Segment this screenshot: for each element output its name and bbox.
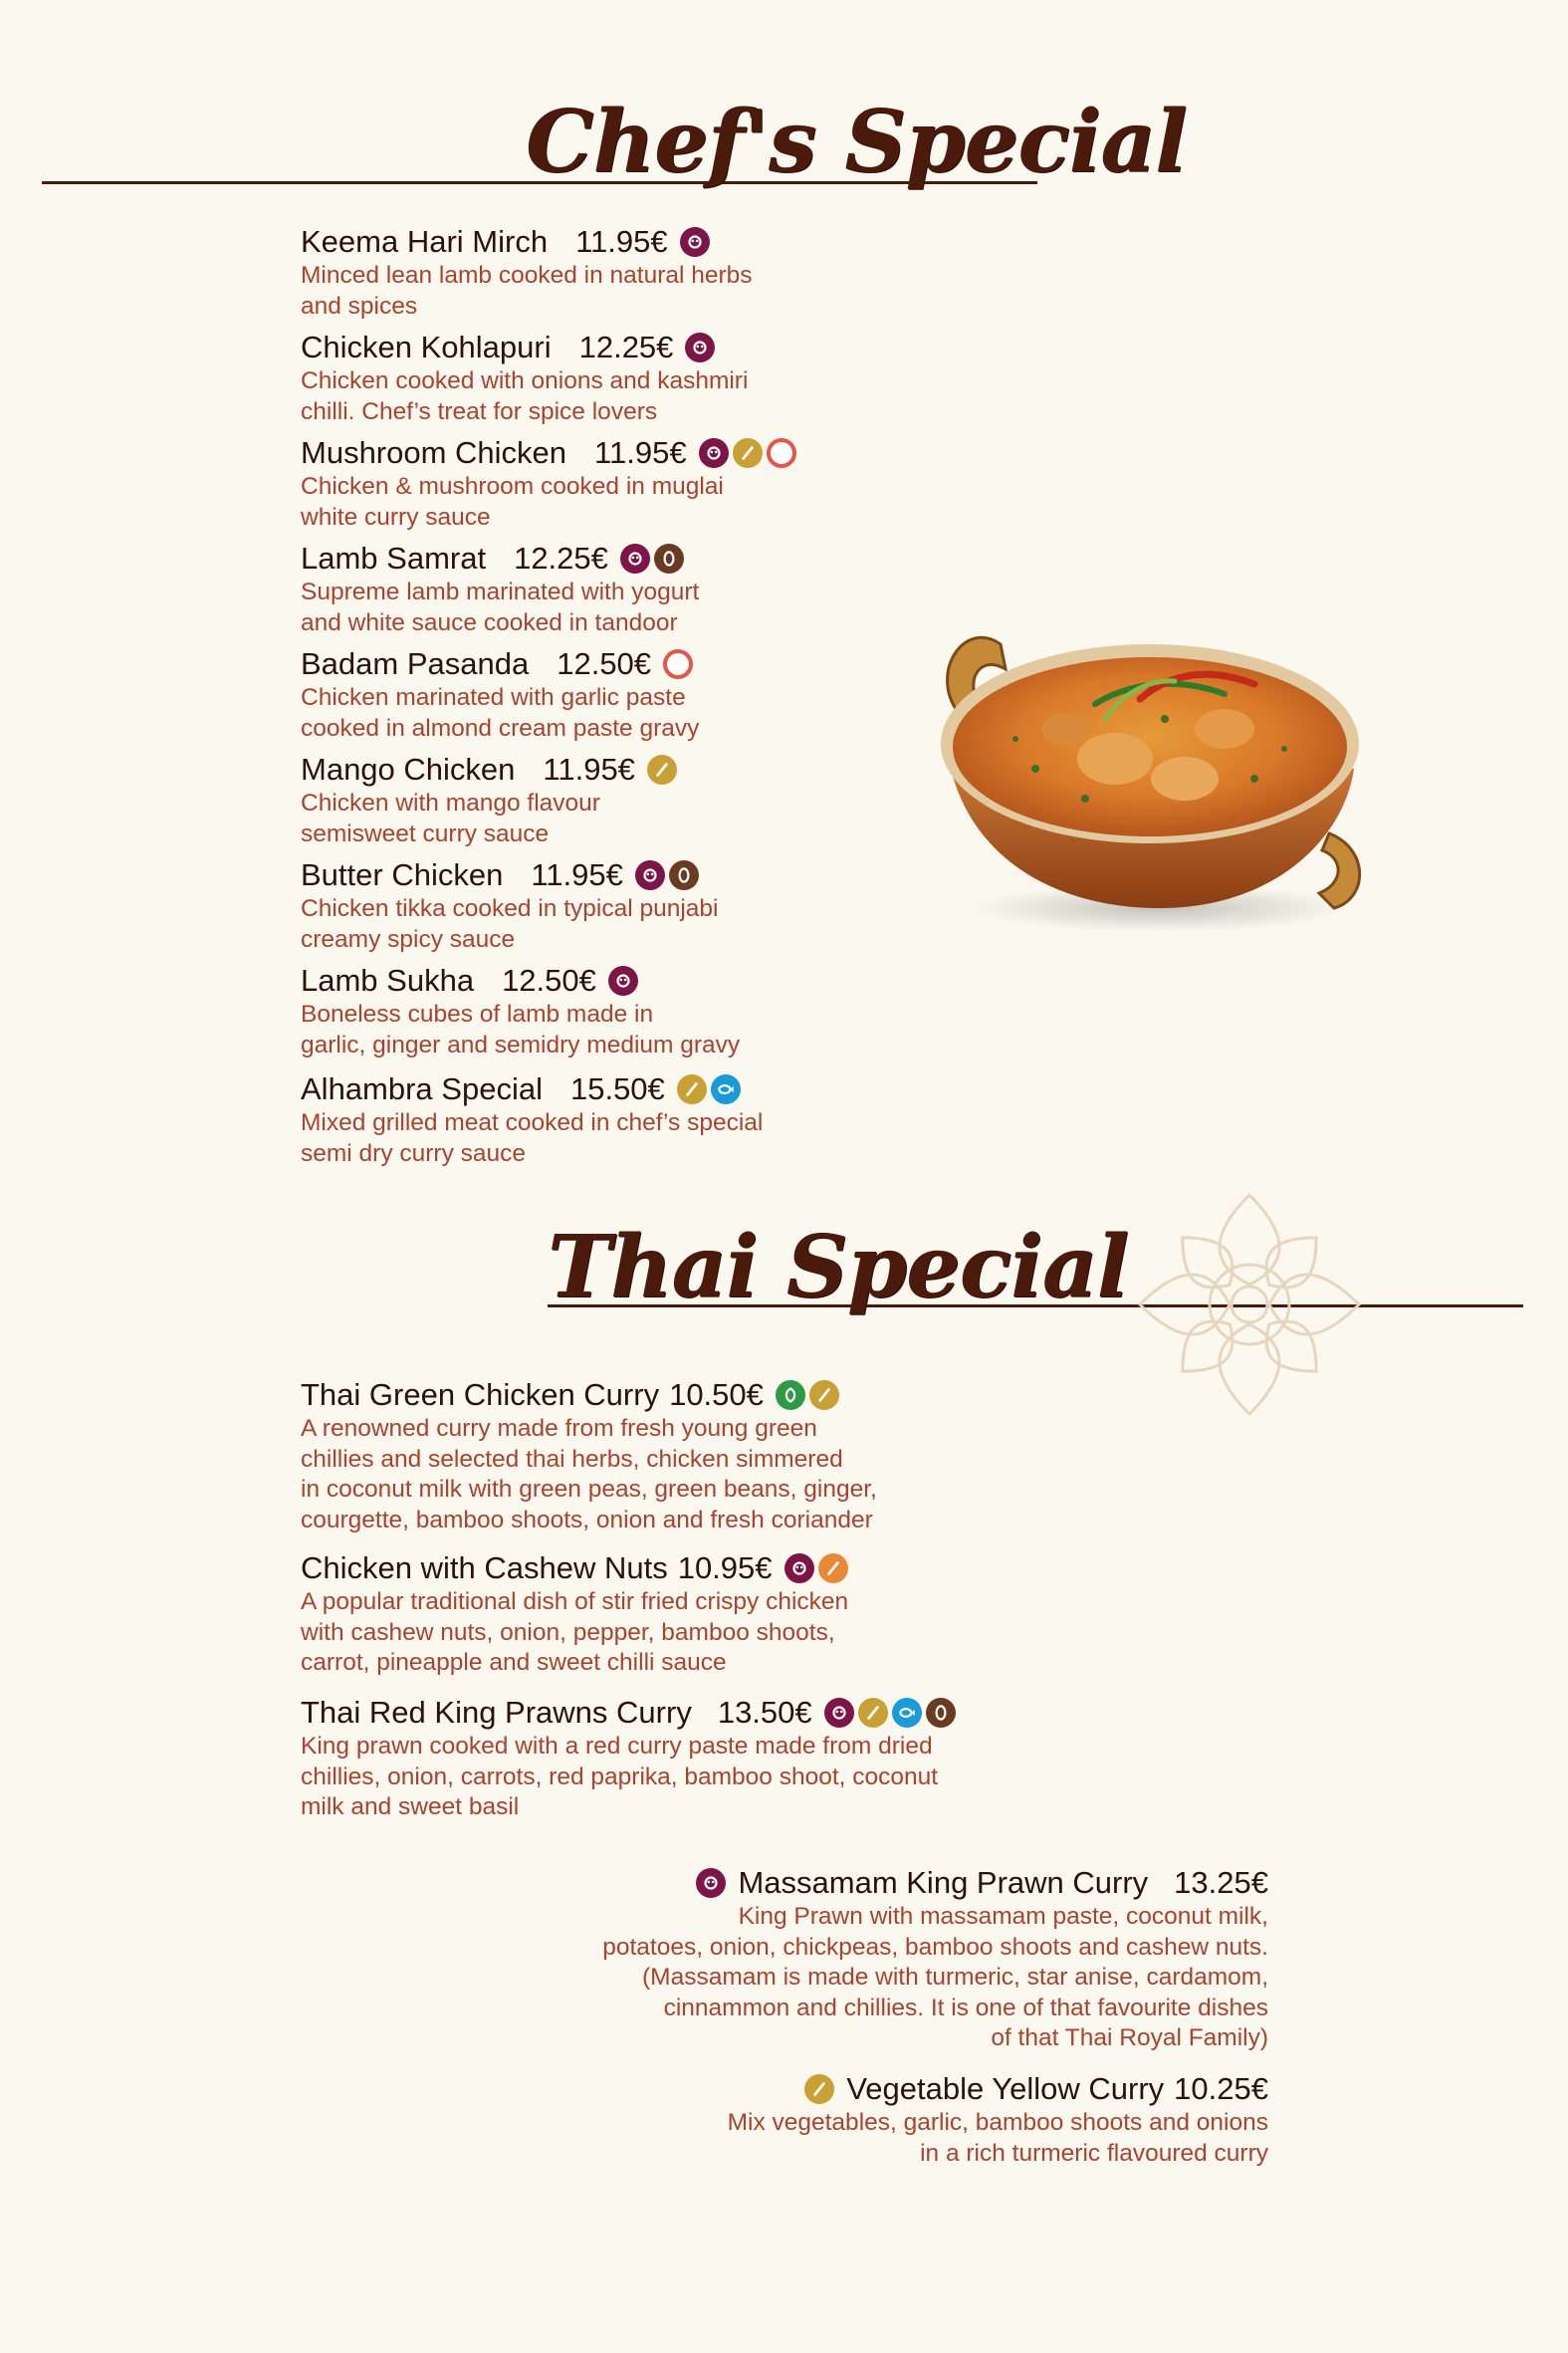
item-description: Chicken tikka cooked in typical punjabi [301, 895, 719, 922]
item-description: and white sauce cooked in tandoor [301, 608, 678, 636]
item-price: 13.25€ [1174, 1865, 1268, 1900]
item-description: in coconut milk with green peas, green beans, ginger, [301, 1476, 877, 1503]
gluten-icon [858, 1698, 888, 1728]
item-price: 10.95€ [677, 1550, 773, 1585]
item-description: milk and sweet basil [301, 1793, 520, 1820]
pepper-icon [818, 1553, 848, 1583]
item-description: in a rich turmeric flavoured curry [920, 2139, 1268, 2167]
item-price: 11.95€ [531, 857, 623, 892]
item-description: Mix vegetables, garlic, bamboo shoots and onions [727, 2109, 1268, 2136]
menu-item-thai-red-king-prawns-curry[interactable] [301, 1694, 956, 1823]
item-name: Thai Red King Prawns Curry [301, 1695, 692, 1730]
item-name: Lamb Samrat [301, 541, 487, 576]
item-description: A popular traditional dish of stir fried crispy chicken [301, 1588, 849, 1615]
item-description: A renowned curry made from fresh young green [301, 1415, 817, 1442]
item-description: and spices [301, 292, 418, 320]
spicy-icon [620, 544, 650, 574]
menu-item-vegetable-yellow-curry[interactable] [728, 2070, 1268, 2169]
item-name: Keema Hari Mirch [301, 224, 549, 259]
menu-item-lamb-sukha[interactable] [301, 962, 740, 1060]
item-price: 12.25€ [578, 330, 674, 364]
item-price: 12.25€ [514, 541, 608, 576]
item-description: King prawn cooked with a red curry paste made from dried [301, 1733, 933, 1760]
spicy-icon [696, 1868, 726, 1898]
item-description: creamy spicy sauce [301, 925, 516, 953]
item-name: Badam Pasanda [301, 646, 530, 681]
menu-item-lamb-samrat[interactable] [301, 540, 699, 638]
item-description: with cashew nuts, onion, pepper, bamboo shoots, [301, 1618, 835, 1646]
item-price: 11.95€ [543, 752, 635, 787]
nuts-icon [669, 860, 699, 890]
spicy-icon [680, 227, 710, 257]
spicy-icon [784, 1553, 814, 1583]
gluten-icon [804, 2074, 834, 2104]
item-description: semisweet curry sauce [301, 820, 550, 847]
item-description: chilli. Chef’s treat for spice lovers [301, 397, 658, 425]
item-description: Chicken with mango flavour [301, 790, 600, 817]
spicy-icon [608, 966, 638, 996]
gluten-icon [677, 1074, 707, 1104]
menu-item-chicken-with-cashew-nuts[interactable] [301, 1549, 848, 1679]
item-description: chillies, onion, carrots, red paprika, bamboo shoot, coconut [301, 1763, 939, 1790]
menu-item-mushroom-chicken[interactable] [301, 434, 796, 533]
curry-bowl-image [926, 609, 1379, 938]
item-price: 11.95€ [594, 435, 687, 470]
item-name: Butter Chicken [301, 857, 504, 892]
chefs-special-title: Chef's Special [526, 92, 1187, 192]
item-description: chillies and selected thai herbs, chicken simmered [301, 1445, 843, 1473]
vegetable-icon [776, 1380, 805, 1410]
item-price: 10.50€ [669, 1377, 764, 1412]
item-name: Chicken Kohlapuri [301, 330, 552, 364]
item-description: cinnammon and chillies. It is one of that favourite dishes [663, 1994, 1268, 2021]
fish-icon [892, 1698, 922, 1728]
item-description: Mixed grilled meat cooked in chef’s special [301, 1109, 764, 1136]
mandala-ornament [1125, 1180, 1374, 1429]
spicy-icon [824, 1698, 854, 1728]
item-name: Thai Green Chicken Curry [301, 1377, 660, 1412]
menu-item-keema-hari-mirch[interactable] [301, 223, 753, 322]
item-name: Mango Chicken [301, 752, 516, 787]
item-name: Lamb Sukha [301, 963, 475, 998]
item-price: 12.50€ [502, 963, 596, 998]
item-description: Boneless cubes of lamb made in [301, 1001, 654, 1028]
item-description: courgette, bamboo shoots, onion and fresh coriander [301, 1506, 873, 1533]
item-description: King Prawn with massamam paste, coconut milk, [738, 1903, 1268, 1930]
item-name: Chicken with Cashew Nuts [301, 1550, 668, 1585]
item-description: Chicken marinated with garlic paste [301, 684, 686, 711]
item-price: 12.50€ [557, 646, 652, 681]
item-description: Supreme lamb marinated with yogurt [301, 579, 700, 605]
item-name: Vegetable Yellow Curry [846, 2071, 1165, 2106]
item-price: 13.50€ [717, 1695, 812, 1730]
gluten-icon [733, 438, 763, 468]
item-description: carrot, pineapple and sweet chilli sauce [301, 1649, 727, 1676]
nuts-icon [926, 1698, 956, 1728]
menu-item-butter-chicken[interactable] [301, 856, 718, 955]
spicy-icon [685, 333, 715, 362]
item-description: semi dry curry sauce [301, 1139, 527, 1167]
menu-item-alhambra-special[interactable] [301, 1070, 763, 1169]
menu-item-badam-pasanda[interactable] [301, 645, 699, 744]
menu-item-mango-chicken[interactable] [301, 751, 677, 849]
item-description: garlic, ginger and semidry medium gravy [301, 1031, 741, 1059]
item-description: cooked in almond cream paste gravy [301, 714, 700, 742]
item-name: Mushroom Chicken [301, 435, 567, 470]
item-description: of that Thai Royal Family) [991, 2024, 1268, 2051]
item-description: Minced lean lamb cooked in natural herbs [301, 262, 753, 289]
gluten-icon [809, 1380, 839, 1410]
nuts-icon [654, 544, 684, 574]
item-price: 10.25€ [1174, 2071, 1268, 2106]
item-description: Chicken & mushroom cooked in muglai [301, 473, 724, 500]
item-price: 11.95€ [575, 224, 668, 259]
item-description: white curry sauce [301, 503, 491, 531]
menu-item-massamam-king-prawn-curry[interactable] [602, 1864, 1268, 2054]
item-description: potatoes, onion, chickpeas, bamboo shoots and cashew nuts. [602, 1933, 1268, 1961]
milk-icon [767, 438, 796, 468]
item-price: 15.50€ [569, 1071, 665, 1106]
menu-item-thai-green-chicken-curry[interactable] [301, 1376, 877, 1535]
gluten-icon [647, 755, 677, 785]
milk-icon [663, 649, 693, 679]
item-description: Chicken cooked with onions and kashmiri [301, 367, 749, 394]
item-name: Alhambra Special [301, 1071, 543, 1106]
thai-special-title: Thai Special [548, 1217, 1129, 1317]
spicy-icon [635, 860, 665, 890]
item-description: (Massamam is made with turmeric, star anise, cardamom, [642, 1964, 1268, 1991]
fish-icon [711, 1074, 741, 1104]
menu-item-chicken-kohlapuri[interactable] [301, 329, 748, 427]
spicy-icon [699, 438, 729, 468]
item-name: Massamam King Prawn Curry [738, 1865, 1149, 1900]
